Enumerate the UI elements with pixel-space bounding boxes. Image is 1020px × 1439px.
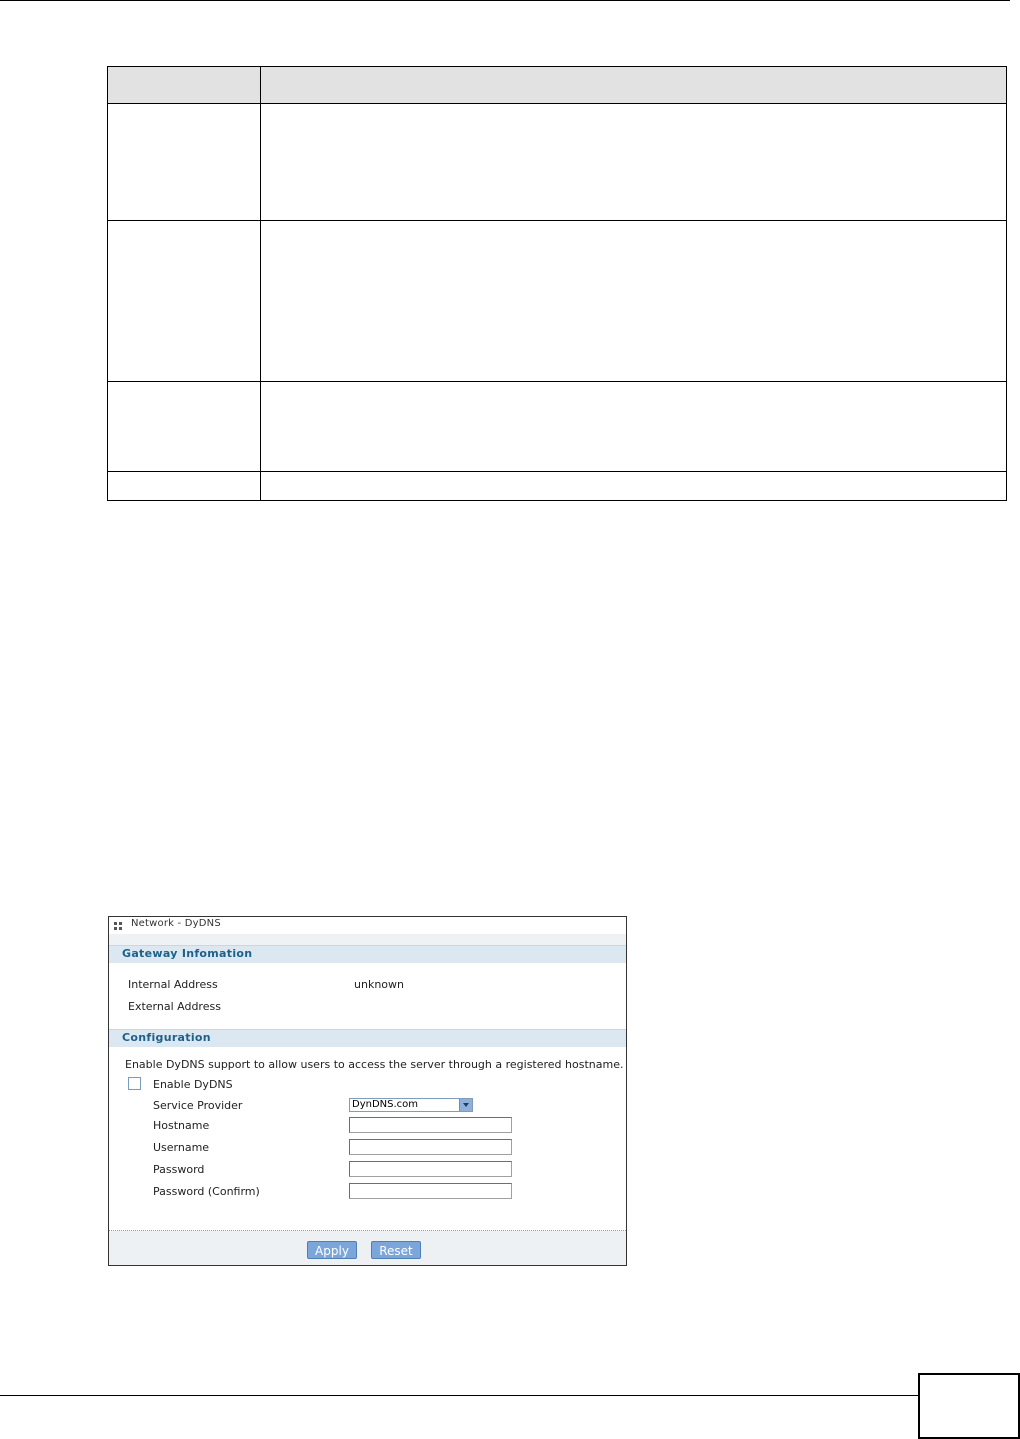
hostname-label: Hostname [153, 1119, 210, 1132]
enable-dydns-checkbox[interactable] [128, 1077, 141, 1090]
password-confirm-input[interactable] [349, 1183, 512, 1199]
dydns-screenshot [108, 916, 627, 1266]
username-label: Username [153, 1141, 210, 1154]
chevron-down-icon[interactable] [459, 1099, 472, 1111]
apply-button[interactable]: Apply [307, 1241, 357, 1259]
service-provider-select[interactable] [349, 1098, 473, 1112]
header-rule [0, 0, 1010, 1]
field-description-table [107, 66, 1007, 501]
table-header-row [108, 67, 1007, 104]
dydns-description: Enable DyDNS support to allow users to access the server through a registered hostname. [125, 1058, 624, 1071]
username-input[interactable] [349, 1139, 512, 1155]
table-row [108, 104, 1007, 221]
service-provider-value: DynDNS.com [352, 1099, 419, 1110]
table-row [108, 221, 1007, 382]
table-cell [108, 382, 261, 472]
table-cell [261, 382, 1007, 472]
table-row [108, 472, 1007, 501]
table-cell [261, 104, 1007, 221]
gateway-section-title: Gateway Infomation [122, 947, 253, 960]
table-cell [108, 104, 261, 221]
password-confirm-label: Password (Confirm) [153, 1185, 260, 1198]
table-row [108, 382, 1007, 472]
button-bar [109, 1231, 626, 1265]
table-header-cell [261, 67, 1007, 104]
internal-address-label: Internal Address [128, 978, 218, 991]
internal-address-value: unknown [354, 978, 404, 991]
configuration-section-header [109, 1029, 626, 1047]
screen-title-bar [109, 917, 626, 935]
table-cell [261, 221, 1007, 382]
external-address-label: External Address [128, 1000, 221, 1013]
screen-title: Network - DyDNS [131, 918, 221, 929]
password-label: Password [153, 1163, 205, 1176]
password-input[interactable] [349, 1161, 512, 1177]
table-header-cell [108, 67, 261, 104]
table-cell [108, 472, 261, 501]
reset-button[interactable]: Reset [371, 1241, 421, 1259]
grip-icon [114, 922, 122, 930]
service-provider-label: Service Provider [153, 1099, 243, 1112]
configuration-section-title: Configuration [122, 1031, 211, 1044]
gateway-section-header [109, 945, 626, 963]
table-cell [261, 472, 1007, 501]
page-number-box [918, 1373, 1020, 1439]
enable-dydns-label: Enable DyDNS [153, 1078, 233, 1091]
table-cell [108, 221, 261, 382]
hostname-input[interactable] [349, 1117, 512, 1133]
footer-rule [0, 1395, 918, 1396]
